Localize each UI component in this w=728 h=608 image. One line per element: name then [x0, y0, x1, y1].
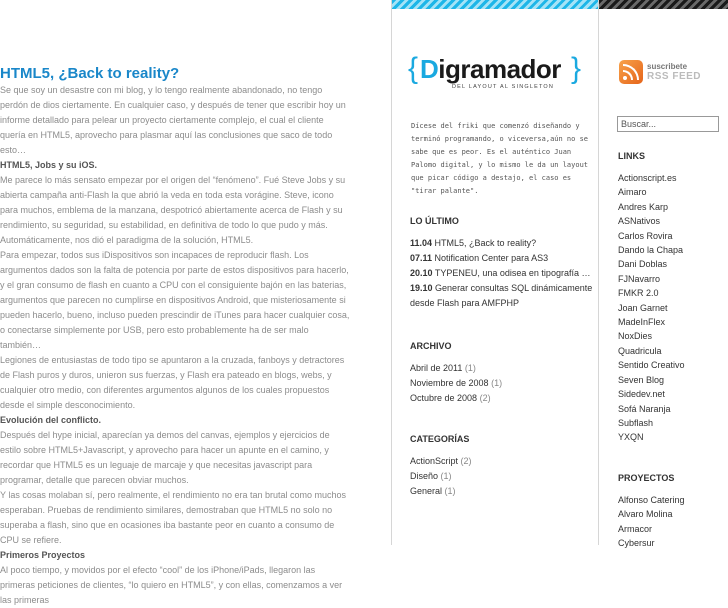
post-paragraph: Para empezar, todos sus iDispositivos son incapaces de reproducir flash. Los argumentos dados son la falta de potencia por parte de estos dispositivos para hacerlo, y el gran consumo de flash en cuanto a CPU con el consiguiente bajón en las baterias, argumentos que parecen no cumplirse en dispositivos Android, que misteriosamente si pueden hacerlo, bueno, incluso pueden prescindir de iTunes para hacer cualquier cosa, o conectarse simplemente por USB, pero esto probablemente ha de ser malo también…: [0, 250, 350, 350]
link-item[interactable]: Carlos Rovira: [618, 230, 673, 241]
post-subheading: Primeros Proyectos: [0, 550, 86, 560]
header-stripe-dark: [599, 0, 728, 9]
archive-item-label[interactable]: Abril de 2011: [410, 363, 463, 373]
category-item[interactable]: [410, 469, 595, 484]
recent-posts-title: LO ÚLTIMO: [410, 216, 459, 226]
category-item-label[interactable]: ActionScript: [410, 456, 459, 466]
recent-posts-list: [410, 236, 595, 311]
category-item-label[interactable]: Diseño: [410, 471, 439, 481]
middle-column: [391, 0, 598, 545]
recent-post-link[interactable]: Generar consultas SQL dinámicamente desde Flash para AMFPHP: [410, 283, 593, 308]
link-item[interactable]: Subflash: [618, 417, 654, 428]
project-item[interactable]: Alvaro Molina: [618, 509, 673, 520]
post-paragraph: Al poco tiempo, y movidos por el efecto “cool” de los iPhone/iPads, llegaron las primeras peticiones de clientes, “lo quiero en HTML5”, y con ellas, comenzamos a ver las primeras: [0, 565, 343, 605]
project-item[interactable]: Armacor: [618, 523, 653, 534]
archive-title: ARCHIVO: [410, 341, 452, 351]
post-subheading: Evolución del conflicto.: [0, 415, 102, 425]
archive-item-count: (2): [479, 393, 491, 403]
post-title[interactable]: HTML5, ¿Back to reality?: [0, 65, 180, 82]
link-item[interactable]: Joan Garnet: [618, 302, 668, 313]
site-description: Dícese del friki que comenzó diseñando y terminó programando, o viceversa,aún no se sabe que es peor. Es el auténtico Juan Palomo digital, y lo mismo le da un layout que picar código a destajo, el caso es "tirar palante".: [411, 122, 589, 195]
link-item[interactable]: YXQN: [618, 432, 644, 443]
logo-tagline: DEL LAYOUT AL SINGLETON: [452, 84, 555, 90]
links-list: [618, 171, 728, 445]
link-item[interactable]: Actionscript.es: [618, 173, 677, 183]
recent-post-item[interactable]: [410, 236, 595, 251]
links-title: LINKS: [618, 151, 645, 161]
recent-post-link[interactable]: TYPENEU, una odisea en tipografía …: [434, 268, 591, 278]
category-item-count: (2): [460, 456, 472, 466]
projects-title: PROYECTOS: [618, 473, 675, 483]
post-paragraph: Legiones de entusiastas de todo tipo se apuntaron a la cruzada, fanboys y detractores de Flash puros y duros, unieron sus fuerzas, y Flash era pateado en blogs, webs, y cualquier otro medio, con diferentes argumentos algunos de los cuales propuestos desde el simple desconocimiento.: [0, 355, 345, 410]
link-item[interactable]: MadeInFlex: [618, 317, 666, 328]
link-item[interactable]: ASNativos: [618, 216, 661, 227]
rss-subscribe-link[interactable]: [619, 60, 719, 88]
link-item[interactable]: Sofá Naranja: [618, 403, 671, 414]
project-item[interactable]: Cybersur: [618, 538, 655, 549]
link-item[interactable]: Seven Blog: [618, 374, 665, 385]
recent-post-date: 19.10: [410, 283, 433, 293]
link-item[interactable]: FMKR 2.0: [618, 288, 659, 299]
post-paragraph: Y las cosas molaban sí, pero realmente, el rendimiento no era tan brutal como muchos esperaban. Pruebas de rendimiento similares, demostraban que HTML5 no solo no superaba a flash, sino que en ocasiones iba bastante peor en cuanto a consumo de CPU se refiere.: [0, 490, 347, 545]
recent-post-item[interactable]: [410, 266, 595, 281]
categories-title: CATEGORÍAS: [410, 434, 470, 444]
logo-brace-left: {: [408, 52, 419, 85]
logo-wordmark: [420, 54, 561, 85]
recent-post-date: 11.04: [410, 238, 433, 248]
archive-item-count: (1): [464, 363, 476, 373]
link-item[interactable]: FJNavarro: [618, 273, 661, 284]
logo-rest: igramador: [438, 54, 561, 84]
recent-post-date: 07.11: [410, 253, 433, 263]
recent-post-link[interactable]: HTML5, ¿Back to reality?: [434, 238, 537, 248]
post-subheading: HTML5, Jobs y su iOS.: [0, 160, 98, 170]
recent-post-item[interactable]: [410, 281, 595, 311]
post-body: [0, 83, 350, 608]
main-content: [0, 0, 352, 605]
category-item-label[interactable]: General: [410, 486, 443, 496]
recent-post-date: 20.10: [410, 268, 433, 278]
archive-item[interactable]: [410, 376, 595, 391]
archive-item-label[interactable]: Octubre de 2008: [410, 393, 478, 403]
recent-post-link[interactable]: Notification Center para AS3: [434, 253, 549, 263]
archive-item[interactable]: [410, 391, 595, 406]
project-item[interactable]: Alfonso Catering: [618, 495, 685, 505]
rss-feed-label: RSS FEED: [647, 71, 702, 82]
category-item[interactable]: [410, 484, 595, 499]
archive-item[interactable]: [410, 361, 595, 376]
link-item[interactable]: Dani Doblas: [618, 259, 668, 270]
category-item[interactable]: [410, 454, 595, 469]
link-item[interactable]: Sentido Creativo: [618, 360, 685, 371]
category-item-count: (1): [444, 486, 456, 496]
rss-icon: [619, 60, 643, 84]
logo-first-letter: D: [420, 54, 439, 84]
post-paragraph: Me parece lo más sensato empezar por el origen del “fenómeno”. Fué Steve Jobs y su abierta campaña anti-Flash la que abrió la veda en toda esta vorágine. Steve, icono para muchos, emblema de la manzana, despotricó abiertamente acerca de Flash y su rendimiento, su seguridad, su estabilidad, en definitiva de todo lo que pudo y más. Automáticamente, nos dió el paradigma de la solución, HTML5.: [0, 175, 346, 245]
header-stripe: [392, 0, 598, 9]
rss-subscribe-label: suscribete: [647, 62, 688, 71]
projects-list: [618, 493, 728, 551]
link-item[interactable]: Andres Karp: [618, 201, 669, 212]
archive-list: [410, 361, 595, 406]
categories-list: [410, 454, 595, 499]
search-input[interactable]: [617, 116, 719, 132]
right-sidebar: [598, 0, 728, 549]
recent-post-item[interactable]: [410, 251, 595, 266]
link-item[interactable]: Quadricula: [618, 345, 662, 356]
post-paragraph: Después del hype inicial, aparecían ya demos del canvas, ejemplos y ejercicios de estilo sobre HTML5+Javascript, y aprovecho para hacer un apunte en el camino, y recordar que HTML5 es un leguaje de marcaje y que necesitas javascript para programar, detalle que parecen obviar muchos.: [0, 430, 330, 485]
site-logo[interactable]: [408, 54, 584, 96]
link-item[interactable]: Aimaro: [618, 187, 647, 198]
post-paragraph: Se que soy un desastre con mi blog, y lo tengo realmente abandonado, no tengo perdón de dios ciertamente. En cualquier caso, y después de tener que escribir hoy un informe detallado para pelear un proyecto ciertamente complejo, el cual el cliente quería en HTML5, aprovecho para plasmar aquí las conclusiones que saco de todo esto…: [0, 85, 346, 155]
archive-item-count: (1): [491, 378, 503, 388]
link-item[interactable]: NoxDies: [618, 331, 653, 342]
link-item[interactable]: Dando la Chapa: [618, 245, 684, 256]
category-item-count: (1): [440, 471, 452, 481]
archive-item-label[interactable]: Noviembre de 2008: [410, 378, 489, 388]
logo-brace-right: }: [571, 52, 582, 85]
link-item[interactable]: Sidedev.net: [618, 389, 665, 400]
